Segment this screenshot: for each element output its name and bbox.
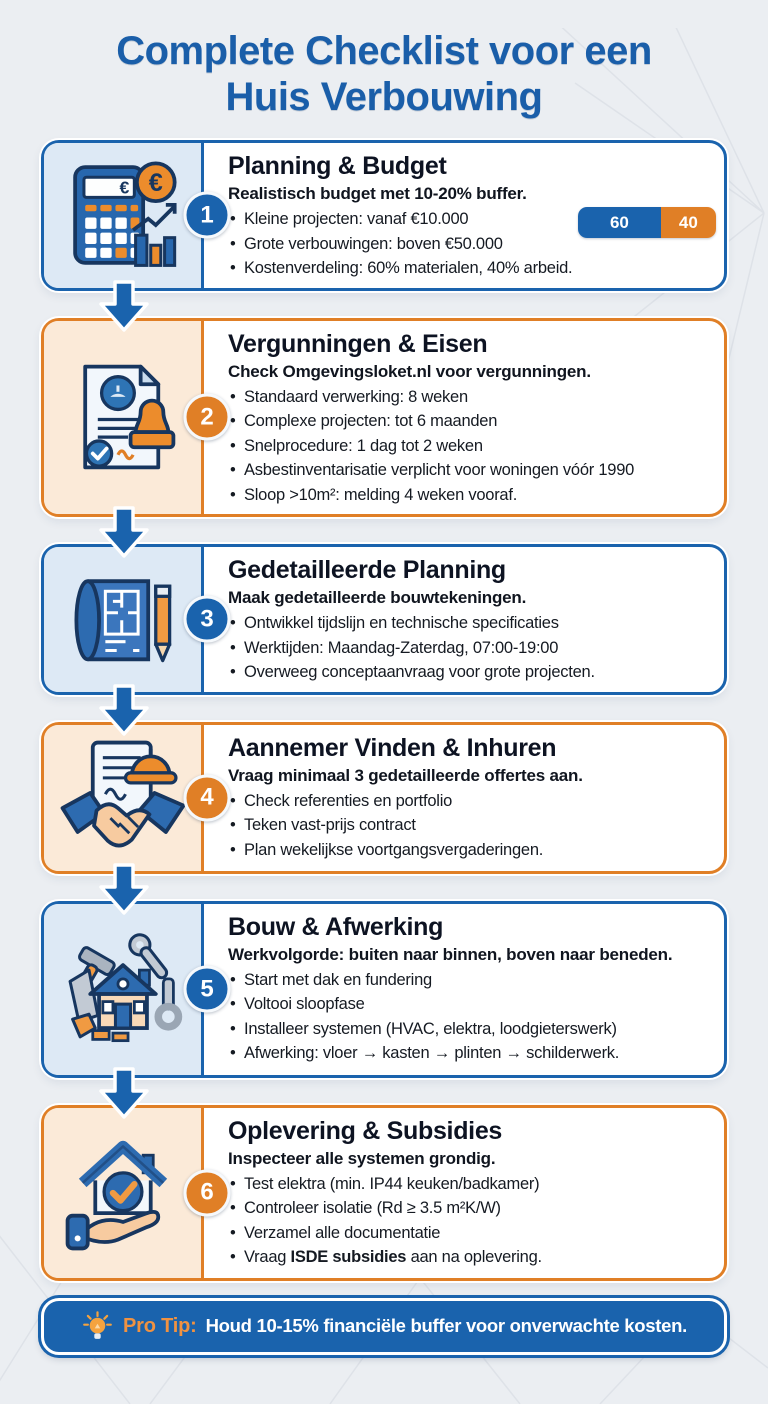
arrow-down-icon [95, 863, 153, 915]
bullet-item: • Plan wekelijkse voortgangsvergaderingen. [228, 838, 714, 863]
pro-tip-label: Pro Tip: [123, 1314, 197, 1337]
lightbulb-icon [81, 1310, 114, 1343]
bullet-item: • Grote verbouwingen: boven €50.000 [228, 232, 558, 257]
arrow-down-icon [95, 506, 153, 558]
step-2-content [204, 321, 724, 515]
step-6-content [204, 1108, 724, 1278]
permit-document-stamp-icon [60, 354, 186, 480]
ratio-materials-segment: 60 [578, 207, 661, 238]
calculator-euro-chart-icon [60, 152, 186, 278]
bullet-item: • Check referenties en portfolio [228, 789, 714, 814]
step-subtitle: Werkvolgorde: buiten naar binnen, boven naar beneden. [228, 944, 673, 964]
step-card-aannemer-vinden [41, 722, 727, 874]
step-3-content [204, 547, 724, 692]
arrow-connector [41, 874, 727, 901]
step-title: Vergunningen & Eisen [228, 329, 488, 358]
bullet-text: aan na oplevering. [406, 1248, 542, 1266]
step-bullets [228, 1172, 714, 1270]
bullet-item: • Asbestinventarisatie verplicht voor woningen vóór 1990 [228, 458, 714, 483]
step-card-oplevering-subsidies [41, 1105, 727, 1281]
arrow-connector [41, 1078, 727, 1105]
bullet-item: • Controleer isolatie (Rd ≥ 3.5 m²K/W) [228, 1196, 714, 1221]
step-number-badge: 4 [184, 774, 231, 821]
step-title: Aannemer Vinden & Inhuren [228, 733, 557, 762]
bullet-item: • Sloop >10m²: melding 4 weken vooraf. [228, 483, 714, 508]
bullet-item: • Test elektra (min. IP44 keuken/badkamer) [228, 1172, 714, 1197]
bullet-item: • Snelprocedure: 1 dag tot 2 weken [228, 434, 714, 459]
bullet-item: • Werktijden: Maandag-Zaterdag, 07:00-19:00 [228, 636, 714, 661]
step-number-badge: 6 [184, 1169, 231, 1216]
step-5-icon-panel [44, 904, 204, 1075]
step-1-icon-panel [44, 143, 204, 288]
step-number-badge: 1 [184, 192, 231, 239]
bullet-item: • Verzamel alle documentatie [228, 1221, 714, 1246]
step-3-icon-panel [44, 547, 204, 692]
house-check-hand-icon [60, 1130, 186, 1256]
step-card-bouw-afwerking [41, 901, 727, 1078]
bullet-item: • Start met dak en fundering [228, 968, 714, 993]
step-card-planning-budget [41, 140, 727, 291]
bullet-item: • Afwerking: vloer → kasten → plinten → schilderwerk. [228, 1041, 714, 1066]
bullet-item: • Kleine projecten: vanaf €10.000 [228, 207, 558, 232]
bullet-item: • Teken vast-prijs contract [228, 813, 714, 838]
step-bullets [228, 789, 714, 863]
step-subtitle: Vraag minimaal 3 gedetailleerde offertes aan. [228, 765, 583, 785]
infographic-page [0, 28, 768, 1404]
arrow-connector [41, 517, 727, 544]
step-bullets [228, 385, 714, 508]
step-title: Planning & Budget [228, 152, 447, 180]
step-number-badge: 3 [184, 596, 231, 643]
budget-ratio-bar [578, 207, 716, 238]
house-tools-icon [60, 926, 186, 1052]
svg-text:€: € [148, 169, 163, 198]
blueprint-pencil-icon [60, 556, 186, 682]
step-4-icon-panel [44, 725, 204, 871]
step-card-gedetailleerde-planning [41, 544, 727, 695]
step-subtitle: Inspecteer alle systemen grondig. [228, 1148, 496, 1168]
step-5-content [204, 904, 724, 1075]
step-title: Gedetailleerde Planning [228, 556, 506, 584]
step-4-content [204, 725, 724, 871]
step-subtitle: Check Omgevingsloket.nl voor vergunningen. [228, 361, 591, 381]
arrow-down-icon [95, 280, 153, 332]
ratio-labor-segment: 40 [661, 207, 716, 238]
checklist-steps [41, 140, 727, 1281]
bullet-item [228, 1245, 714, 1270]
bullet-item: • Overweeg conceptaanvraag voor grote projecten. [228, 660, 714, 685]
bullet-item: • Voltooi sloopfase [228, 992, 714, 1017]
step-2-icon-panel [44, 321, 204, 515]
pro-tip-banner [41, 1298, 727, 1355]
arrow-down-icon [95, 1067, 153, 1119]
step-bullets [228, 611, 714, 685]
step-title: Bouw & Afwerking [228, 912, 444, 941]
step-number-badge: 5 [184, 966, 231, 1013]
svg-text:€: € [118, 177, 129, 198]
step-1-content [204, 143, 724, 288]
step-bullets [228, 968, 714, 1066]
arrow-connector [41, 291, 727, 318]
bullet-item: • Ontwikkel tijdslijn en technische specificaties [228, 611, 714, 636]
bullet-text: Vraag [244, 1248, 291, 1266]
bullet-item: • Standaard verwerking: 8 weken [228, 385, 714, 410]
pro-tip-text: Houd 10-15% financiële buffer voor onverwachte kosten. [205, 1315, 687, 1336]
step-subtitle: Realistisch budget met 10-20% buffer. [228, 184, 527, 203]
step-number-badge: 2 [184, 394, 231, 441]
step-subtitle: Maak gedetailleerde bouwtekeningen. [228, 588, 527, 607]
bullet-bold-text: ISDE subsidies [290, 1248, 407, 1266]
page-title: Complete Checklist voor een Huis Verbouwing [116, 29, 652, 119]
bullet-item: • Complexe projecten: tot 6 maanden [228, 409, 714, 434]
step-title: Oplevering & Subsidies [228, 1116, 503, 1145]
bullet-item: • Installeer systemen (HVAC, elektra, loodgieterswerk) [228, 1017, 714, 1042]
step-6-icon-panel [44, 1108, 204, 1278]
arrow-connector [41, 695, 727, 722]
bullet-item: • Kostenverdeling: 60% materialen, 40% arbeid. [228, 256, 714, 281]
arrow-down-icon [95, 684, 153, 736]
handshake-contract-icon [60, 735, 186, 861]
step-card-vergunningen-eisen [41, 318, 727, 518]
